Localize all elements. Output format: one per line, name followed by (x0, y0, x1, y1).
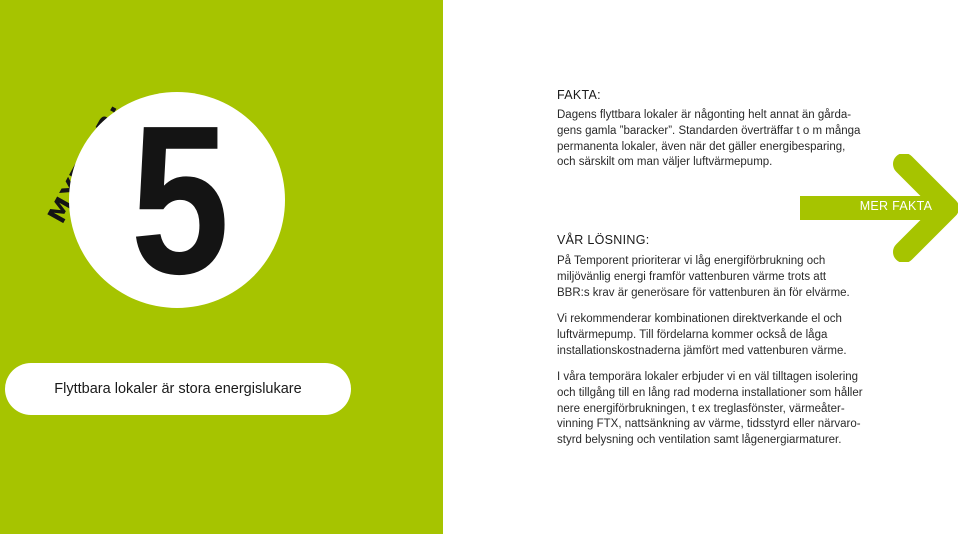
more-facts-label: MER FAKTA (859, 199, 933, 213)
text-line: nere energiförbrukningen, t ex treglasfönster, värmeåter- (557, 402, 845, 415)
solution-paragraph-2 (557, 312, 887, 359)
text-line: installationskostnaderna jämfört med vattenburen värme. (557, 344, 847, 357)
text-line: permanenta lokaler, även när det gäller energibesparing, (557, 140, 846, 153)
solution-heading: VÅR LÖSNING: (557, 233, 650, 247)
myth-number: 5 (130, 81, 230, 318)
text-line: gens gamla ”baracker”. Standarden överträffar t o m många (557, 124, 861, 137)
text-line: miljövänlig energi framför vattenburen värme trots att (557, 270, 827, 283)
text-line: Vi rekommenderar kombinationen direktverkande el och (557, 313, 842, 325)
text-line: I våra temporära lokaler erbjuder vi en väl tilltagen isolering (557, 371, 859, 383)
facts-heading: FAKTA: (557, 88, 601, 102)
myth-headline: Flyttbara lokaler är stora energislukare (54, 381, 302, 397)
more-facts-button[interactable] (800, 154, 958, 262)
text-line: På Temporent prioriterar vi låg energiförbrukning och (557, 255, 826, 267)
myth-headline-pill (5, 363, 351, 415)
text-line: styrd belysning och ventilation samt lågenergiarmaturer. (557, 434, 842, 447)
text-line: och tillgång till en lång rad moderna installationer som håller (557, 386, 863, 399)
text-line: vinning FTX, nattsänkning av värme, tidsstyrd eller närvaro- (557, 418, 861, 431)
text-line: BBR:s krav är generösare för vattenburen än för elvärme. (557, 286, 850, 299)
text-line: Dagens flyttbara lokaler är någonting helt annat än gårda- (557, 109, 852, 121)
solution-paragraph-1 (557, 254, 887, 301)
solution-paragraph-3 (557, 370, 887, 449)
text-line: luftvärmepump. Till fördelarna kommer också de låga (557, 328, 828, 341)
text-line: och särskilt om man väljer luftvärmepump. (557, 156, 773, 169)
